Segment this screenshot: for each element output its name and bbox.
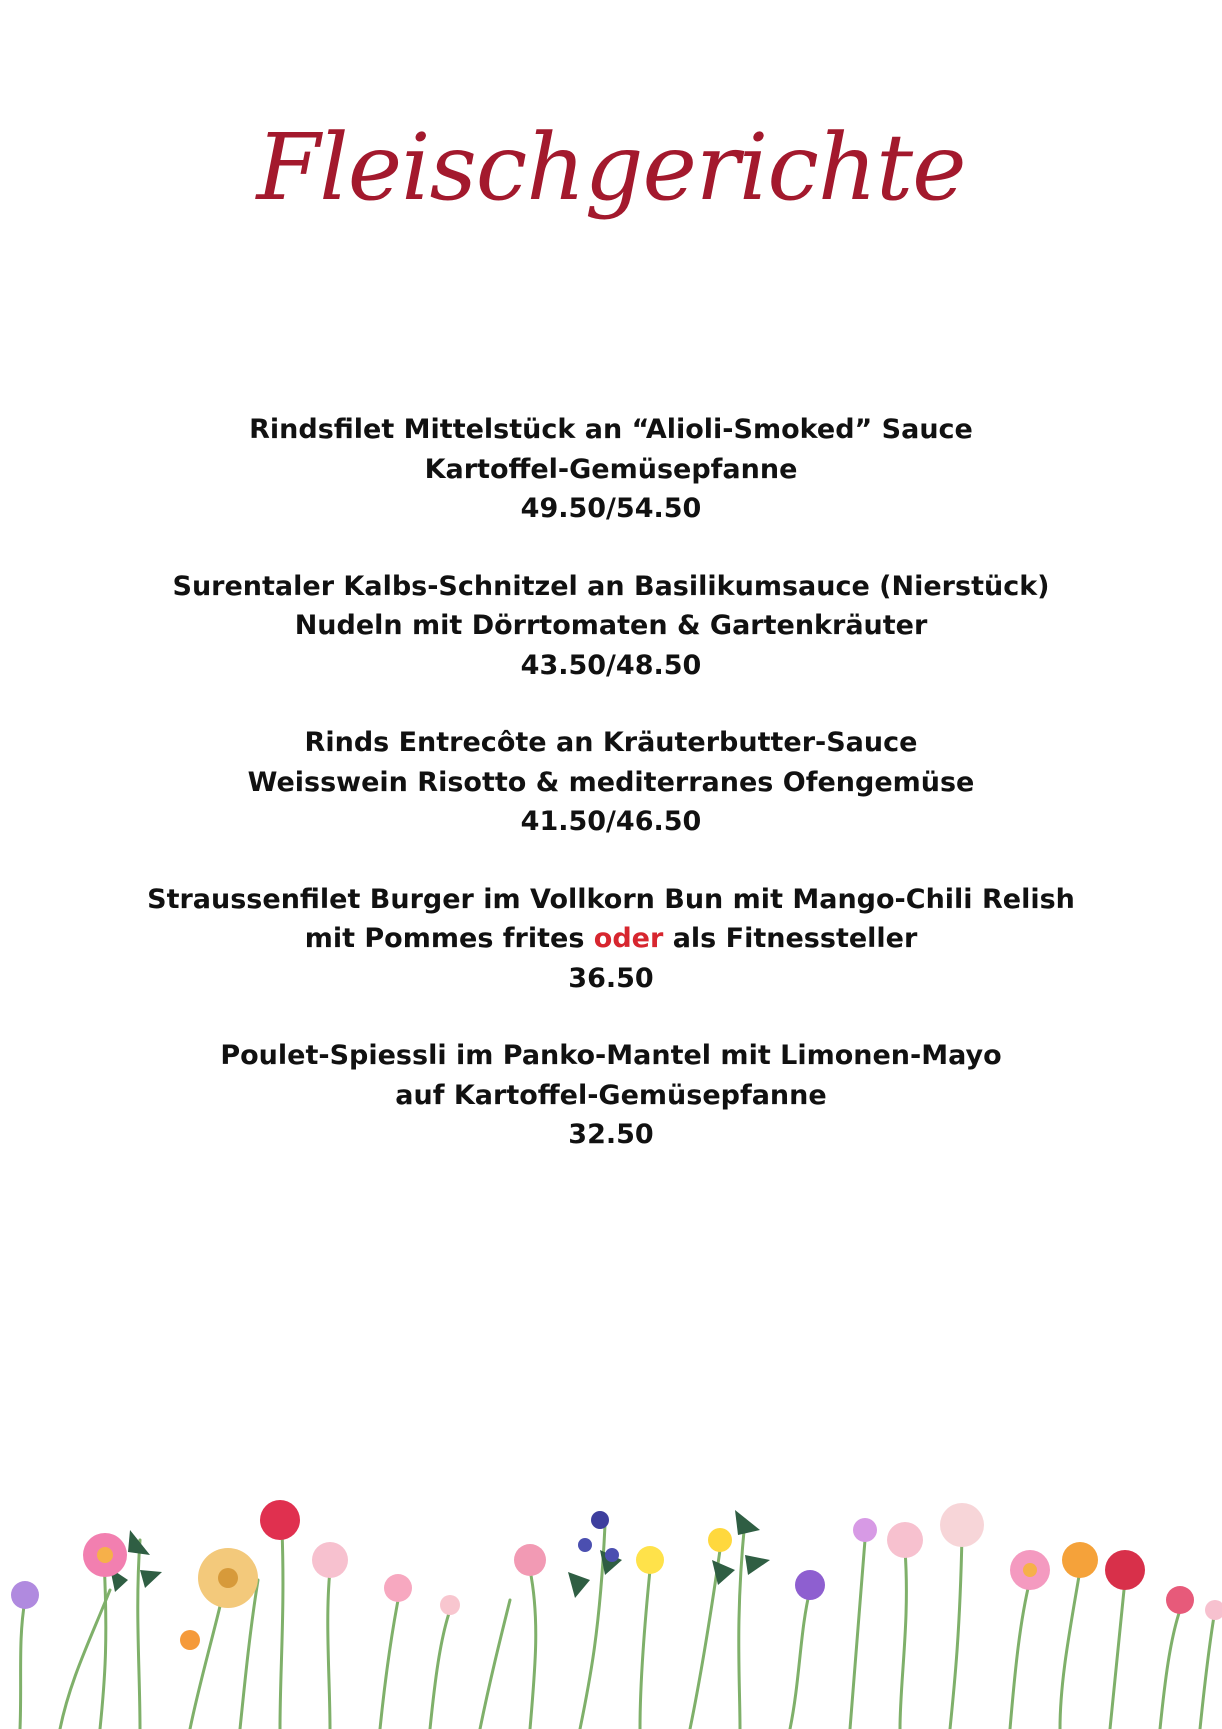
dish-name: Rindsfilet Mittelstück an “Alioli-Smoked” Sauce <box>249 414 973 445</box>
dish-price: 36.50 <box>568 962 654 994</box>
dish-name: Surentaler Kalbs-Schnitzel an Basilikumsauce (Nierstück) <box>172 570 1050 602</box>
floral-border-illustration <box>0 1460 1222 1729</box>
dish-side-part: mit Pommes frites <box>304 923 594 954</box>
menu-item <box>0 1036 1222 1155</box>
page-title: Fleischgerichte <box>256 114 966 221</box>
dish-side: Weisswein Risotto & mediterranes Ofengemüse <box>247 766 975 798</box>
dish-price: 41.50/46.50 <box>520 806 702 837</box>
dish-price: 43.50/48.50 <box>520 649 702 681</box>
dish-side: Nudeln mit Dörrtomaten & Gartenkräuter <box>294 610 928 641</box>
menu-item <box>0 410 1222 529</box>
dish-side-highlight: oder <box>593 923 664 954</box>
dish-price: 32.50 <box>568 1119 654 1150</box>
menu-item <box>0 723 1222 842</box>
menu-item <box>0 880 1222 999</box>
dish-side: Kartoffel-Gemüsepfanne <box>424 453 798 485</box>
dish-name: Straussenfilet Burger im Vollkorn Bun mit Mango-Chili Relish <box>147 883 1075 915</box>
menu-list <box>0 410 1222 1193</box>
dish-name: Poulet-Spiessli im Panko-Mantel mit Limonen-Mayo <box>220 1040 1002 1071</box>
menu-item <box>0 567 1222 686</box>
dish-side-part: als Fitnessteller <box>663 923 918 954</box>
dish-side <box>0 919 1222 959</box>
dish-price: 49.50/54.50 <box>520 493 702 524</box>
dish-name: Rinds Entrecôte an Kräuterbutter-Sauce <box>304 727 918 758</box>
dish-side: auf Kartoffel-Gemüsepfanne <box>395 1079 827 1111</box>
